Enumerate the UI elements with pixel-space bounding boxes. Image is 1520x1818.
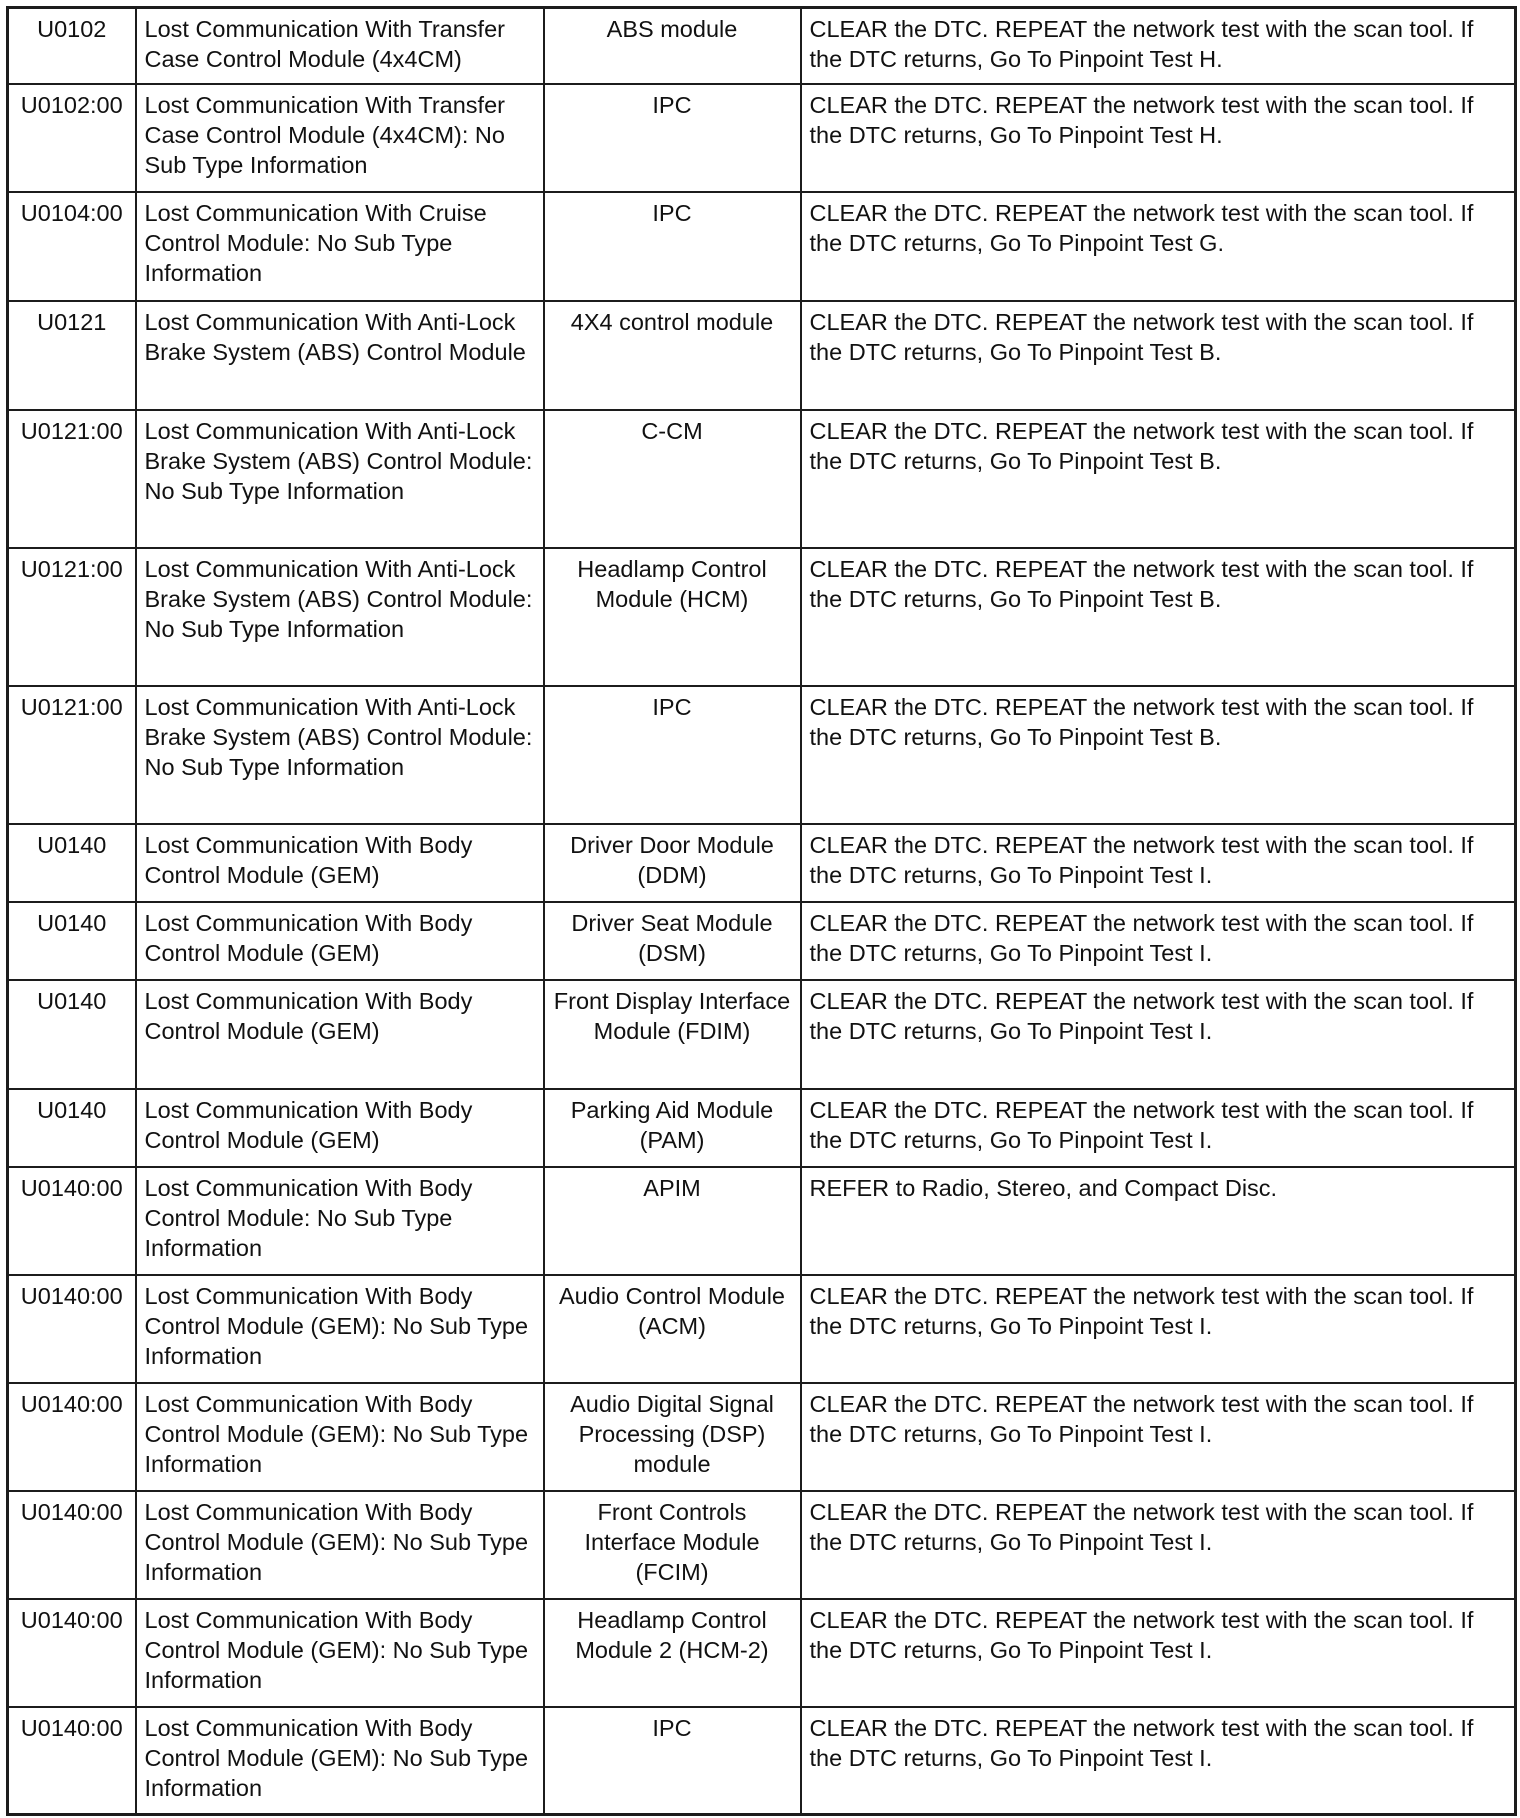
- reporting-module-cell: Front Display Interface Module (FDIM): [544, 980, 801, 1089]
- action-cell: CLEAR the DTC. REPEAT the network test with the scan tool. If the DTC returns, Go To Pinpoint Test I.: [801, 1599, 1516, 1707]
- dtc-description-cell: Lost Communication With Body Control Module (GEM): No Sub Type Information: [136, 1383, 544, 1491]
- dtc-description-cell: Lost Communication With Anti-Lock Brake System (ABS) Control Module: No Sub Type Information: [136, 410, 544, 548]
- table-row: [8, 8, 1516, 84]
- dtc-code-cell: U0102: [8, 8, 136, 84]
- action-cell: CLEAR the DTC. REPEAT the network test with the scan tool. If the DTC returns, Go To Pinpoint Test I.: [801, 824, 1516, 902]
- dtc-code-cell: U0140: [8, 824, 136, 902]
- action-cell: CLEAR the DTC. REPEAT the network test with the scan tool. If the DTC returns, Go To Pinpoint Test I.: [801, 1707, 1516, 1815]
- table-row: [8, 410, 1516, 548]
- reporting-module-cell: C-CM: [544, 410, 801, 548]
- dtc-description-cell: Lost Communication With Body Control Module (GEM): [136, 902, 544, 980]
- reporting-module-cell: Parking Aid Module (PAM): [544, 1089, 801, 1167]
- action-cell: CLEAR the DTC. REPEAT the network test with the scan tool. If the DTC returns, Go To Pinpoint Test G.: [801, 192, 1516, 301]
- reporting-module-cell: Front Controls Interface Module (FCIM): [544, 1491, 801, 1599]
- table-row: [8, 980, 1516, 1089]
- reporting-module-cell: Driver Door Module (DDM): [544, 824, 801, 902]
- table-row: [8, 1089, 1516, 1167]
- dtc-code-cell: U0121:00: [8, 548, 136, 686]
- dtc-code-cell: U0140:00: [8, 1275, 136, 1383]
- action-cell: CLEAR the DTC. REPEAT the network test with the scan tool. If the DTC returns, Go To Pinpoint Test I.: [801, 1491, 1516, 1599]
- dtc-description-cell: Lost Communication With Body Control Module (GEM): [136, 824, 544, 902]
- table-row: [8, 686, 1516, 824]
- action-cell: REFER to Radio, Stereo, and Compact Disc.: [801, 1167, 1516, 1275]
- reporting-module-cell: IPC: [544, 686, 801, 824]
- table-row: [8, 1167, 1516, 1275]
- dtc-code-cell: U0102:00: [8, 84, 136, 192]
- dtc-description-cell: Lost Communication With Body Control Module (GEM): No Sub Type Information: [136, 1707, 544, 1815]
- dtc-description-cell: Lost Communication With Body Control Module (GEM): [136, 980, 544, 1089]
- dtc-code-cell: U0121: [8, 301, 136, 410]
- dtc-code-cell: U0140: [8, 1089, 136, 1167]
- action-cell: CLEAR the DTC. REPEAT the network test with the scan tool. If the DTC returns, Go To Pinpoint Test B.: [801, 301, 1516, 410]
- dtc-code-cell: U0140: [8, 980, 136, 1089]
- table-row: [8, 84, 1516, 192]
- dtc-code-cell: U0140:00: [8, 1491, 136, 1599]
- reporting-module-cell: APIM: [544, 1167, 801, 1275]
- table-row: [8, 902, 1516, 980]
- dtc-description-cell: Lost Communication With Body Control Module: No Sub Type Information: [136, 1167, 544, 1275]
- dtc-code-cell: U0140:00: [8, 1383, 136, 1491]
- reporting-module-cell: Headlamp Control Module (HCM): [544, 548, 801, 686]
- action-cell: CLEAR the DTC. REPEAT the network test with the scan tool. If the DTC returns, Go To Pinpoint Test H.: [801, 84, 1516, 192]
- action-cell: CLEAR the DTC. REPEAT the network test with the scan tool. If the DTC returns, Go To Pinpoint Test B.: [801, 548, 1516, 686]
- dtc-description-cell: Lost Communication With Anti-Lock Brake System (ABS) Control Module: No Sub Type Information: [136, 686, 544, 824]
- table-row: [8, 1275, 1516, 1383]
- table-row: [8, 1383, 1516, 1491]
- dtc-code-cell: U0140: [8, 902, 136, 980]
- reporting-module-cell: 4X4 control module: [544, 301, 801, 410]
- table-row: [8, 548, 1516, 686]
- table-row: [8, 1599, 1516, 1707]
- table-row: [8, 301, 1516, 410]
- action-cell: CLEAR the DTC. REPEAT the network test with the scan tool. If the DTC returns, Go To Pinpoint Test I.: [801, 1089, 1516, 1167]
- dtc-code-cell: U0121:00: [8, 410, 136, 548]
- dtc-code-cell: U0140:00: [8, 1707, 136, 1815]
- action-cell: CLEAR the DTC. REPEAT the network test with the scan tool. If the DTC returns, Go To Pinpoint Test I.: [801, 1383, 1516, 1491]
- reporting-module-cell: Audio Digital Signal Processing (DSP) module: [544, 1383, 801, 1491]
- reporting-module-cell: Audio Control Module (ACM): [544, 1275, 801, 1383]
- reporting-module-cell: IPC: [544, 1707, 801, 1815]
- reporting-module-cell: IPC: [544, 192, 801, 301]
- reporting-module-cell: IPC: [544, 84, 801, 192]
- reporting-module-cell: Headlamp Control Module 2 (HCM-2): [544, 1599, 801, 1707]
- action-cell: CLEAR the DTC. REPEAT the network test with the scan tool. If the DTC returns, Go To Pinpoint Test I.: [801, 902, 1516, 980]
- dtc-table-body: [8, 8, 1516, 1815]
- dtc-code-cell: U0140:00: [8, 1599, 136, 1707]
- reporting-module-cell: Driver Seat Module (DSM): [544, 902, 801, 980]
- dtc-description-cell: Lost Communication With Body Control Module (GEM): No Sub Type Information: [136, 1491, 544, 1599]
- action-cell: CLEAR the DTC. REPEAT the network test with the scan tool. If the DTC returns, Go To Pinpoint Test B.: [801, 410, 1516, 548]
- table-row: [8, 1707, 1516, 1815]
- table-row: [8, 824, 1516, 902]
- dtc-code-cell: U0140:00: [8, 1167, 136, 1275]
- reporting-module-cell: ABS module: [544, 8, 801, 84]
- dtc-description-cell: Lost Communication With Body Control Module (GEM): No Sub Type Information: [136, 1599, 544, 1707]
- dtc-table: [6, 6, 1517, 1816]
- table-row: [8, 192, 1516, 301]
- action-cell: CLEAR the DTC. REPEAT the network test with the scan tool. If the DTC returns, Go To Pinpoint Test B.: [801, 686, 1516, 824]
- dtc-description-cell: Lost Communication With Body Control Module (GEM): [136, 1089, 544, 1167]
- action-cell: CLEAR the DTC. REPEAT the network test with the scan tool. If the DTC returns, Go To Pinpoint Test H.: [801, 8, 1516, 84]
- table-row: [8, 1491, 1516, 1599]
- dtc-code-cell: U0121:00: [8, 686, 136, 824]
- dtc-description-cell: Lost Communication With Anti-Lock Brake System (ABS) Control Module: [136, 301, 544, 410]
- action-cell: CLEAR the DTC. REPEAT the network test with the scan tool. If the DTC returns, Go To Pinpoint Test I.: [801, 980, 1516, 1089]
- dtc-description-cell: Lost Communication With Anti-Lock Brake System (ABS) Control Module: No Sub Type Information: [136, 548, 544, 686]
- dtc-description-cell: Lost Communication With Transfer Case Control Module (4x4CM): No Sub Type Information: [136, 84, 544, 192]
- dtc-description-cell: Lost Communication With Body Control Module (GEM): No Sub Type Information: [136, 1275, 544, 1383]
- dtc-description-cell: Lost Communication With Transfer Case Control Module (4x4CM): [136, 8, 544, 84]
- dtc-description-cell: Lost Communication With Cruise Control Module: No Sub Type Information: [136, 192, 544, 301]
- dtc-code-cell: U0104:00: [8, 192, 136, 301]
- action-cell: CLEAR the DTC. REPEAT the network test with the scan tool. If the DTC returns, Go To Pinpoint Test I.: [801, 1275, 1516, 1383]
